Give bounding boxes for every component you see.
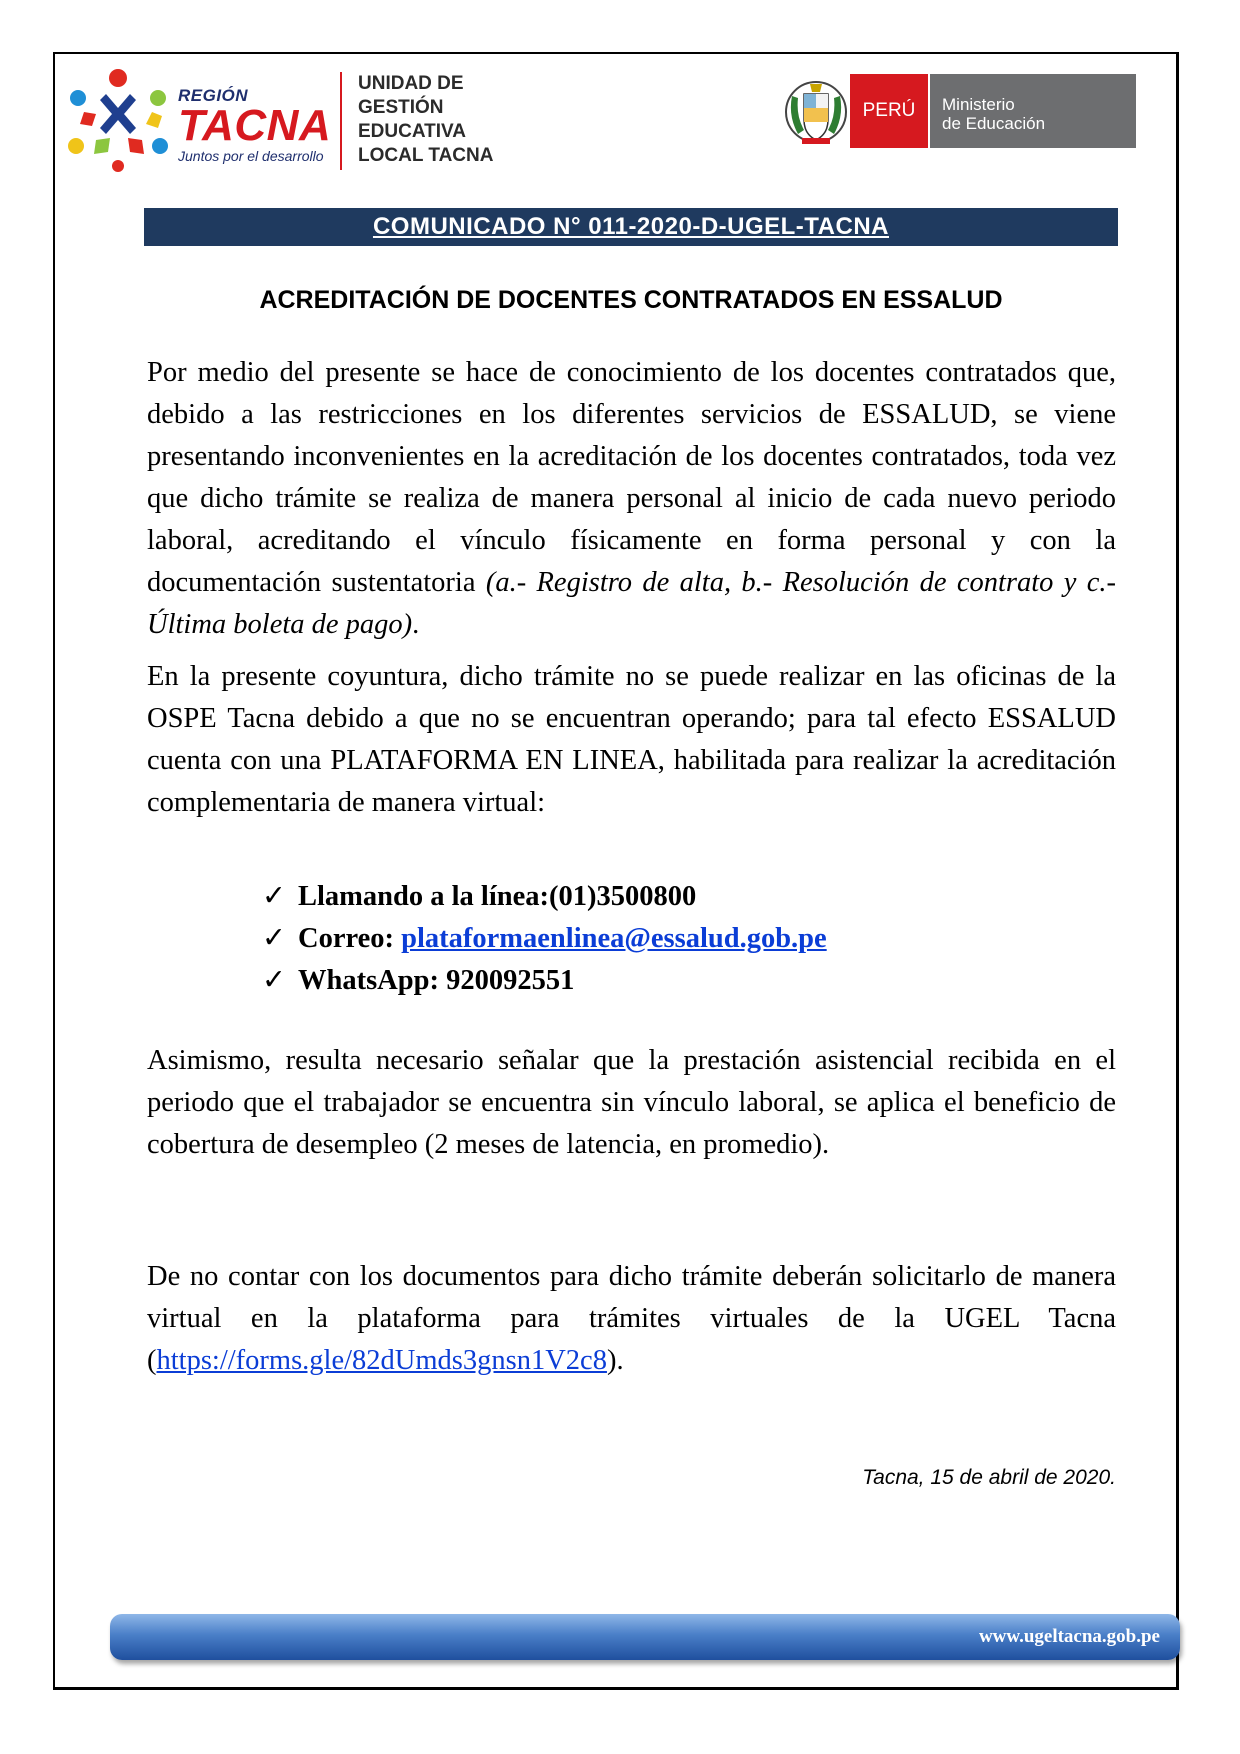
region-tacna-emblem-icon: [66, 68, 176, 172]
email-link[interactable]: plataformaenlinea@essalud.gob.pe: [401, 923, 827, 954]
contact-list: [262, 876, 827, 1002]
paragraph-1-italic: (a.- Registro de alta, b.- Resolución de contrato y c.- Última boleta de pago): [147, 567, 1116, 640]
paragraph-1-end: .: [412, 609, 420, 640]
ministry-label: [930, 74, 1136, 148]
contact-whatsapp: [262, 960, 827, 1002]
document-heading: ACREDITACIÓN DE DOCENTES CONTRATADOS EN ESSALUD: [259, 286, 1003, 314]
ugel-name-line-4: LOCAL TACNA: [358, 145, 494, 166]
region-tacna-wordmark: [178, 86, 331, 164]
region-name: TACNA: [178, 101, 332, 150]
checkmark-icon: ✓: [262, 923, 286, 954]
paragraph-2: En la presente coyuntura, dicho trámite no se puede realizar en las oficinas de la OSPE Tacna debido a que no se encuentran operando; para tal efecto ESSALUD cuenta con una PLATAFORMA EN LINEA, habilitada para realizar la acreditación complementaria de manera virtual:: [147, 661, 1116, 818]
document-date: Tacna, 15 de abril de 2020.: [862, 1466, 1116, 1489]
paragraph-4: [147, 1256, 1116, 1382]
region-slogan: Juntos por el desarrollo: [178, 148, 324, 164]
ministry-line-1: Ministerio: [942, 95, 1015, 114]
contact-phone: [262, 876, 827, 918]
peru-label: PERÚ: [850, 74, 928, 148]
checkmark-icon: ✓: [262, 881, 286, 912]
paragraph-4-text: De no contar con los documentos para dicho trámite deberán solicitarlo de manera virtual en la plataforma para trámites virtuales de la UGEL Tacna (: [147, 1261, 1116, 1376]
contact-email-label: Correo:: [298, 923, 402, 954]
contact-email: [262, 918, 827, 960]
forms-link[interactable]: https://forms.gle/82dUmds3gnsn1V2c8: [156, 1345, 607, 1376]
contact-phone-text: Llamando a la línea:(01)3500800: [298, 881, 697, 912]
ministry-line-2: de Educación: [942, 114, 1046, 133]
paragraph-1-text: Por medio del presente se hace de conocimiento de los docentes contratados que, debido a las restricciones en los diferentes servicios de ESSALUD, se viene presentando inconvenientes en la acreditación de los docentes contratados, toda vez que dicho trámite se realiza de manera personal al inicio de cada nuevo periodo laboral, acreditando el vínculo físicamente en forma personal y con la documentación sustentatoria: [147, 357, 1116, 598]
ugel-name-line-2: GESTIÓN: [358, 97, 444, 118]
contact-whatsapp-text: WhatsApp: 920092551: [298, 965, 575, 996]
header-divider: [340, 72, 342, 170]
ugel-name-line-3: EDUCATIVA: [358, 121, 467, 142]
ugel-name-line-1: UNIDAD DE: [358, 73, 464, 94]
paragraph-3: Asimismo, resulta necesario señalar que la prestación asistencial recibida en el periodo que el trabajador se encuentra sin vínculo laboral, se aplica el beneficio de cobertura de desempleo (2 meses de latencia, en promedio).: [147, 1045, 1116, 1160]
comunicado-title: COMUNICADO N° 011-2020-D-UGEL-TACNA: [144, 208, 1118, 246]
footer-url[interactable]: www.ugeltacna.gob.pe: [978, 1626, 1160, 1647]
region-tacna-logo: [66, 66, 356, 176]
checkmark-icon: ✓: [262, 965, 286, 996]
ugel-name: [358, 72, 528, 168]
paragraph-4-end: ).: [606, 1345, 624, 1376]
region-label: REGIÓN: [178, 86, 249, 105]
footer-bar: [110, 1614, 1180, 1660]
paragraph-1: [147, 352, 1116, 646]
peru-coat-of-arms-icon: [784, 76, 848, 154]
